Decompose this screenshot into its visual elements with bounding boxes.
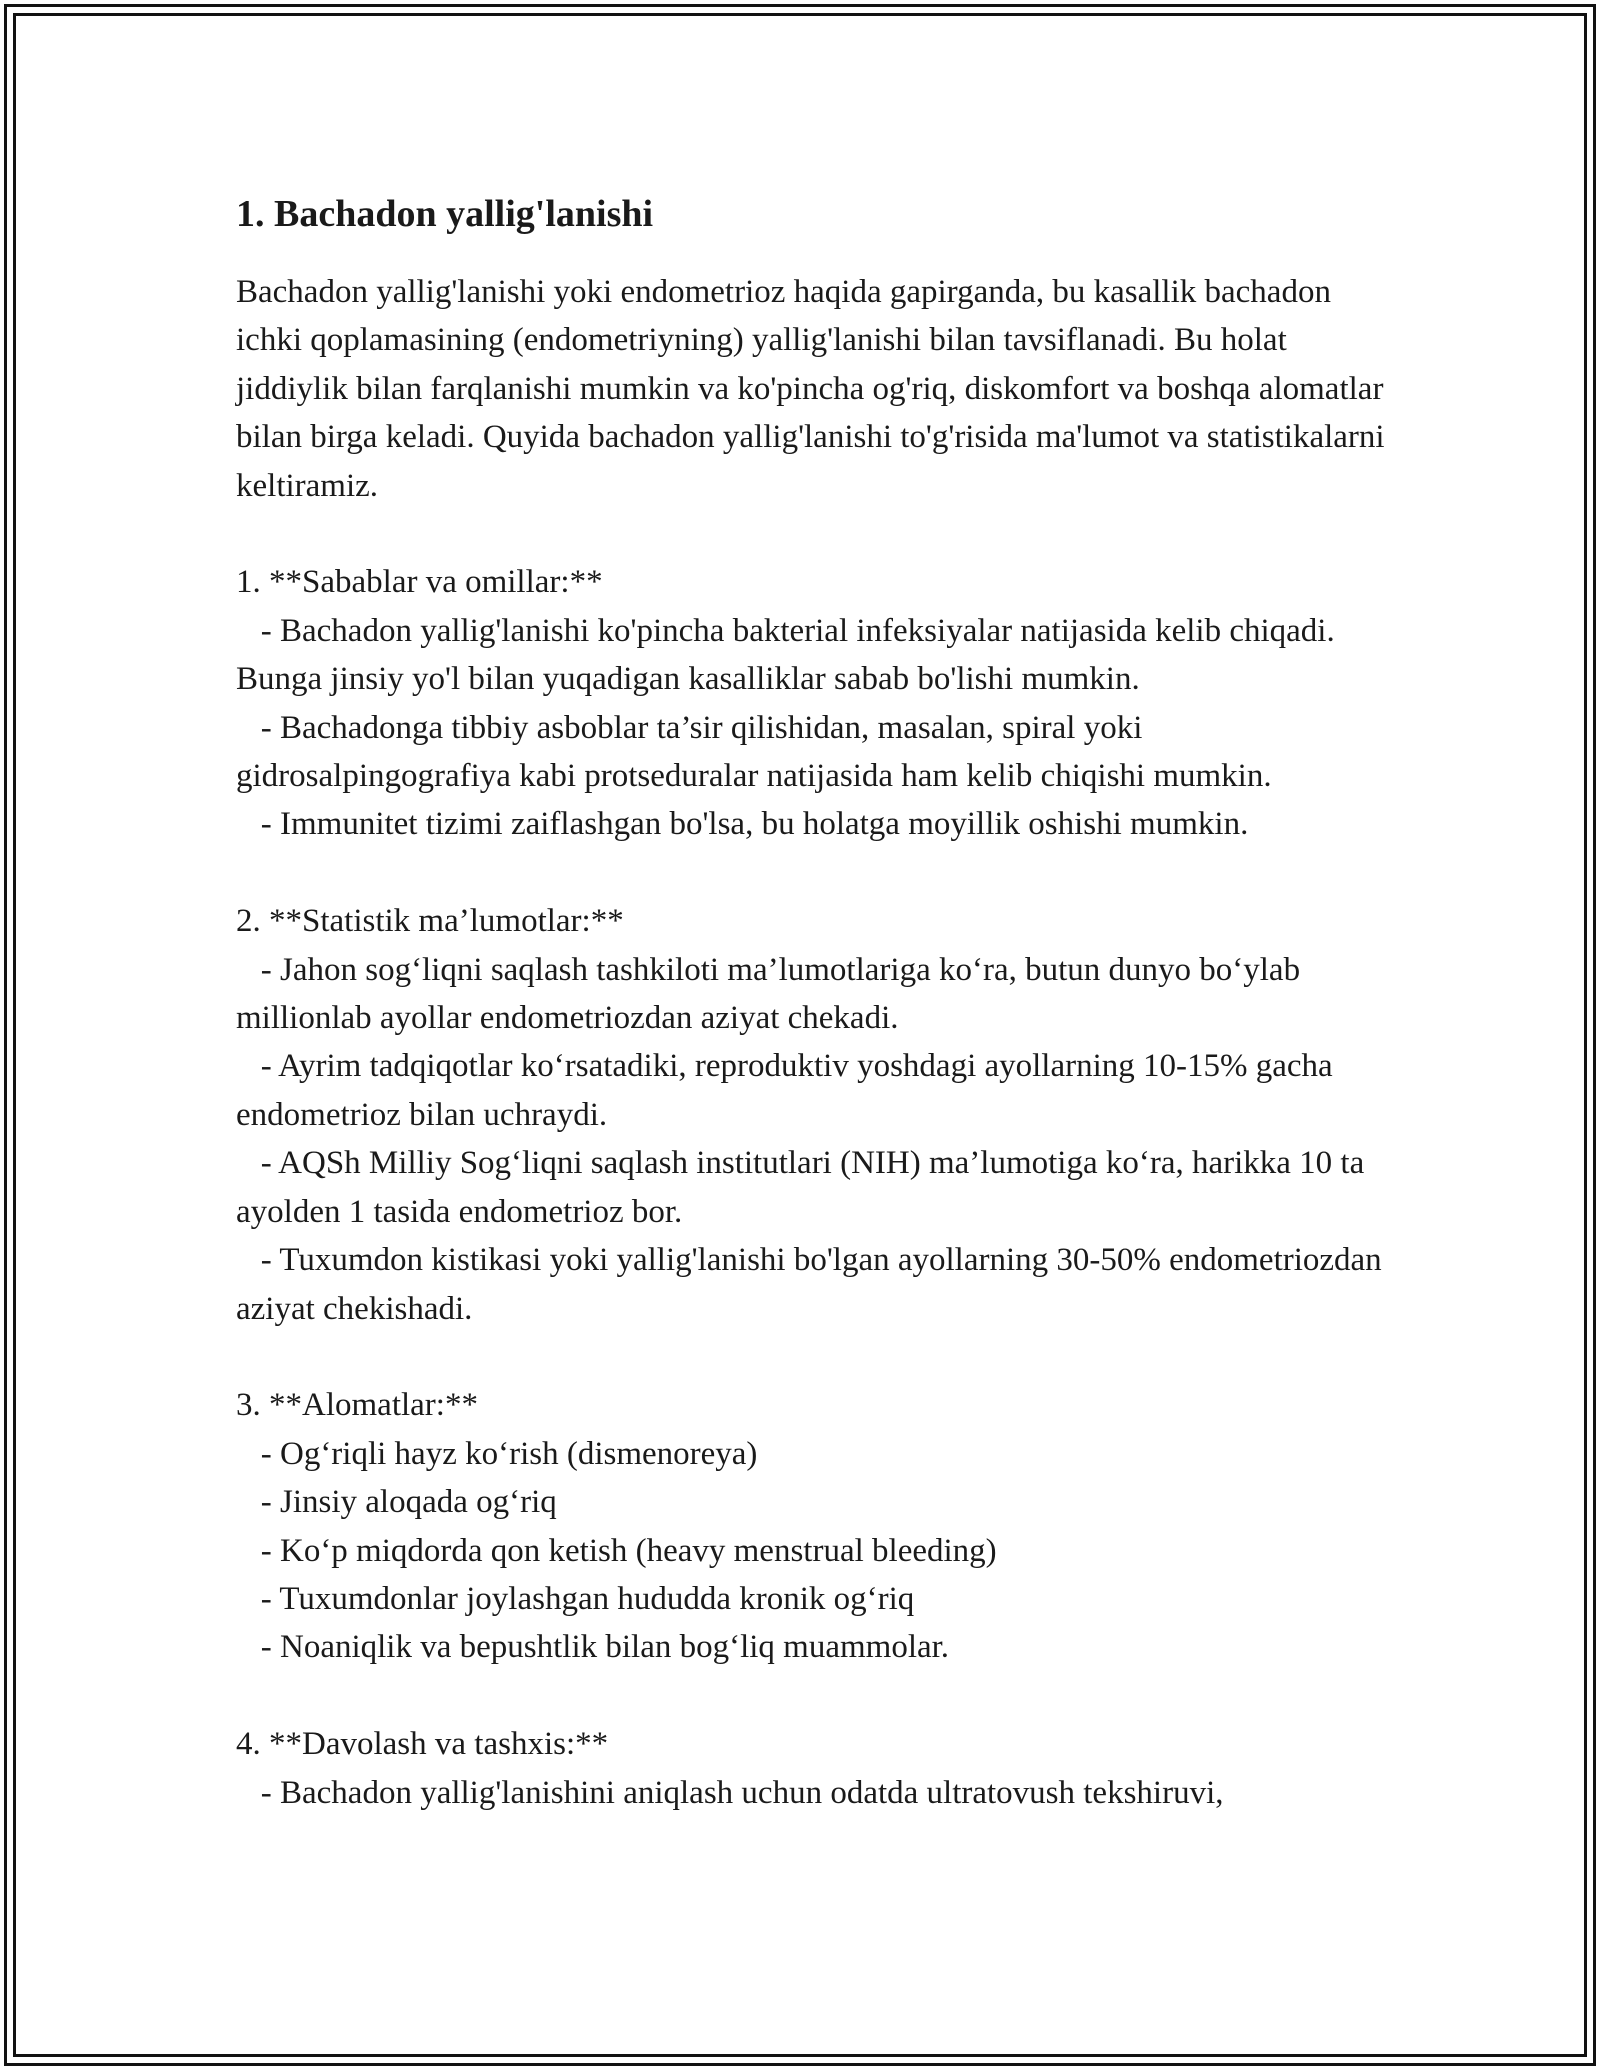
list-item: - Tuxumdonlar joylashgan hududda kronik og‘riq bbox=[236, 1580, 915, 1617]
list-item: - Bachadonga tibbiy asboblar ta’sir qilishidan, masalan, spiral yoki gidrosalpingografiya kabi protseduralar natijasida ham kelib chiqishi mumkin. bbox=[236, 709, 1272, 795]
section-causes bbox=[236, 558, 1386, 848]
list-item: - Bachadon yallig'lanishini aniqlash uchun odatda ultratovush tekshiruvi, bbox=[236, 1774, 1224, 1811]
section-statistics bbox=[236, 897, 1390, 1333]
list-item: - AQSh Milliy Sog‘liqni saqlash institutlari (NIH) ma’lumotiga ko‘ra, harikka 10 ta ayolden 1 tasida endometrioz bor. bbox=[236, 1145, 1373, 1230]
list-item: - Ayrim tadqiqotlar ko‘rsatadiki, reproduktiv yoshdagi ayollarning 10-15% gacha endometrioz bilan uchraydi. bbox=[236, 1048, 1341, 1133]
document-title: 1. Bachadon yallig'lanishi bbox=[236, 193, 654, 235]
section-heading: 4. **Davolash va tashxis:** bbox=[236, 1726, 609, 1763]
section-symptoms bbox=[236, 1381, 1386, 1671]
list-item: - Ko‘p miqdorda qon ketish (heavy menstrual bleeding) bbox=[236, 1532, 997, 1569]
intro-paragraph: Bachadon yallig'lanishi yoki endometrioz haqida gapirganda, bu kasallik bachadon ichki qoplamasining (endometriyning) yallig'lanishi bilan tavsiflanadi. Bu holat jiddiylik bilan farqlanishi mumkin va ko'pincha og'riq, diskomfort va boshqa alomatlar bilan birga keladi. Quyida bachadon yallig'lanishi to'g'risida ma'lumot va statistikalarni keltiramiz. bbox=[236, 274, 1385, 504]
list-item: - Tuxumdon kistikasi yoki yallig'lanishi bo'lgan ayollarning 30-50% endometriozdan aziyat chekishadi. bbox=[236, 1242, 1390, 1327]
list-item: - Jinsiy aloqada og‘riq bbox=[236, 1484, 557, 1521]
list-item: - Og‘riqli hayz ko‘rish (dismenoreya) bbox=[236, 1435, 758, 1472]
section-treatment bbox=[236, 1720, 1386, 1817]
section-heading: 2. **Statistik ma’lumotlar:** bbox=[236, 903, 624, 940]
list-item: - Noaniqlik va bepushtlik bilan bog‘liq muammolar. bbox=[236, 1629, 950, 1666]
list-item: - Bachadon yallig'lanishi ko'pincha bakterial infeksiyalar natijasida kelib chiqadi. Bunga jinsiy yo'l bilan yuqadigan kasalliklar sabab bo'lishi mumkin. bbox=[236, 612, 1343, 698]
list-item: - Jahon sog‘liqni saqlash tashkiloti ma’lumotlariga ko‘ra, butun dunyo bo‘ylab millionlab ayollar endometriozdan aziyat chekadi. bbox=[236, 951, 1309, 1037]
list-item: - Immunitet tizimi zaiflashgan bo'lsa, bu holatga moyillik oshishi mumkin. bbox=[236, 806, 1249, 843]
document-page bbox=[236, 186, 1390, 1817]
section-heading: 1. **Sabablar va omillar:** bbox=[236, 564, 603, 601]
section-heading: 3. **Alomatlar:** bbox=[236, 1387, 478, 1424]
